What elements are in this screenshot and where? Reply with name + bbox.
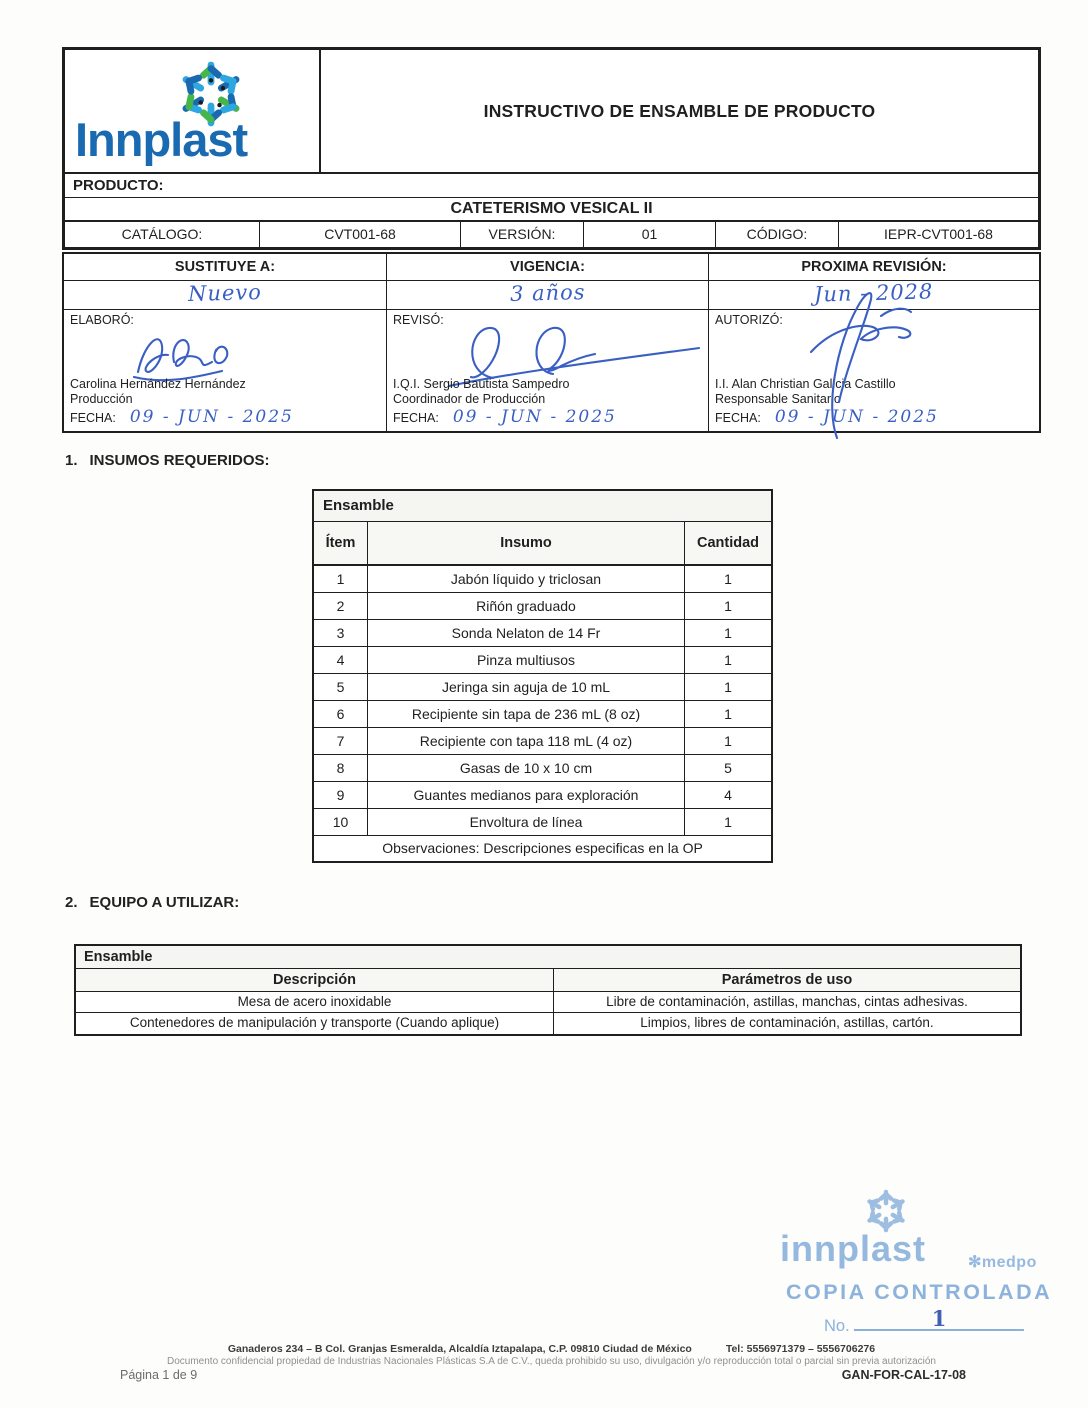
reviso-role: Coordinador de Producción	[393, 392, 546, 407]
table-row: 5 Jeringa sin aguja de 10 mL 1	[314, 674, 771, 701]
table-row: 7 Recipiente con tapa 118 mL (4 oz) 1	[314, 728, 771, 755]
insumos-column-headers	[314, 522, 771, 566]
proxima-revision-header: PROXIMA REVISIÓN:	[708, 254, 1039, 280]
document-title: INSTRUCTIVO DE ENSAMBLE DE PRODUCTO	[483, 100, 876, 121]
reviso-name: I.Q.I. Sergio Bautista Sampedro	[393, 376, 570, 391]
footer-address-line	[62, 1343, 1041, 1355]
codigo-label: CÓDIGO:	[715, 222, 838, 247]
equipment-column-headers	[76, 969, 1020, 992]
table-row: Contenedores de manipulación y transporte (Cuando aplique) Limpios, libres de contaminación, astillas, cartón.	[76, 1013, 1020, 1034]
table-row: 6 Recipiente sin tapa de 236 mL (8 oz) 1	[314, 701, 771, 728]
col-item: Ítem	[325, 535, 356, 551]
autorizo-cell	[708, 310, 1039, 431]
insumos-table	[312, 489, 773, 863]
codigo-value: IEPR-CVT001-68	[838, 222, 1038, 247]
no-label: No.	[824, 1317, 850, 1335]
copy-number-line	[824, 1306, 1024, 1336]
section1-heading: 1. INSUMOS REQUERIDOS:	[65, 452, 270, 469]
medpo-flower-icon: ✻	[968, 1254, 982, 1271]
col-insumo: Insumo	[367, 522, 685, 564]
footer-page-number: Página 1 de 9	[120, 1368, 198, 1382]
col-descripcion: Descripción	[76, 969, 554, 991]
table-row: 4 Pinza multiusos 1	[314, 647, 771, 674]
autorizo-fecha: FECHA: 09 - JUN - 2025	[715, 407, 939, 428]
reviso-cell	[386, 310, 708, 431]
product-name: CATETERISMO VESICAL II	[65, 197, 1038, 220]
autorizo-label: AUTORIZÓ:	[715, 313, 783, 327]
controlled-copy-stamp	[772, 1186, 1062, 1351]
table-row: 9 Guantes medianos para exploración 4	[314, 782, 771, 809]
copia-controlada-text: COPIA CONTROLADA	[786, 1280, 1053, 1304]
footer-confidential: Documento confidencial propiedad de Industrias Nacionales Plásticas S.A de C.V., queda prohibido su uso, divulgación y/o reproducción total o parcial sin previa autorización	[167, 1356, 936, 1367]
sustituye-handwritten: Nuevo	[187, 280, 263, 306]
elaboro-fecha: FECHA: 09 - JUN - 2025	[70, 407, 294, 428]
reviso-label: REVISÓ:	[393, 313, 444, 327]
section2-heading: 2. EQUIPO A UTILIZAR:	[65, 894, 240, 911]
catalog-row	[65, 220, 1038, 247]
sustituye-header: SUSTITUYE A:	[174, 259, 276, 275]
equipment-table	[74, 944, 1022, 1036]
elaboro-role: Producción	[70, 392, 133, 407]
header-table	[62, 47, 1041, 250]
footer-tel: Tel: 5556971379 – 5556706276	[725, 1343, 876, 1355]
footer-address: Ganaderos 234 – B Col. Granjas Esmeralda, Alcaldía Iztapalapa, C.P. 09810 Ciudad de México	[227, 1343, 692, 1355]
proxima-handwritten: Jun - 2028	[708, 281, 1039, 309]
col-parametros: Parámetros de uso	[721, 972, 853, 988]
stamp-brand-wordmark: innplast	[780, 1228, 927, 1269]
logo-cell	[65, 50, 321, 172]
table-row: 2 Riñón graduado 1	[314, 593, 771, 620]
catalogo-value: CVT001-68	[259, 222, 460, 247]
version-label: VERSIÓN:	[460, 222, 583, 247]
autorizo-name: I.I. Alan Christian Galicia Castillo	[715, 376, 896, 391]
producto-label: PRODUCTO:	[65, 172, 1038, 197]
table-row: 8 Gasas de 10 x 10 cm 5	[314, 755, 771, 782]
vigencia-handwritten: 3 años	[386, 281, 708, 309]
col-cantidad: Cantidad	[696, 535, 760, 551]
table-row: 1 Jabón líquido y triclosan 1	[314, 566, 771, 593]
insumos-group-header: Ensamble	[314, 491, 771, 522]
equipment-group-header: Ensamble	[76, 946, 1020, 969]
stamp-subbrand: ✻medpo	[968, 1254, 1037, 1271]
reviso-fecha: FECHA: 09 - JUN - 2025	[393, 407, 617, 428]
autorizo-role: Responsable Sanitario	[715, 392, 841, 407]
table-row: 10 Envoltura de línea 1	[314, 809, 771, 836]
no-underline	[854, 1306, 1024, 1331]
elaboro-label: ELABORÓ:	[70, 313, 134, 327]
logo-wordmark: Innplast	[75, 113, 248, 166]
footer-doc-code: GAN-FOR-CAL-17-08	[841, 1368, 966, 1382]
copy-number-handwritten: 1	[931, 1306, 947, 1331]
vigencia-header: VIGENCIA:	[386, 254, 708, 280]
elaboro-cell	[64, 310, 386, 431]
table-row: Mesa de acero inoxidable Libre de contaminación, astillas, manchas, cintas adhesivas.	[76, 992, 1020, 1013]
observaciones-row: Observaciones: Descripciones especificas en la OP	[382, 840, 703, 856]
catalogo-label: CATÁLOGO:	[121, 226, 203, 242]
table-row: 3 Sonda Nelaton de 14 Fr 1	[314, 620, 771, 647]
approval-table	[62, 252, 1041, 433]
version-value: 01	[583, 222, 715, 247]
elaboro-name: Carolina Hernández Hernández	[70, 376, 246, 391]
